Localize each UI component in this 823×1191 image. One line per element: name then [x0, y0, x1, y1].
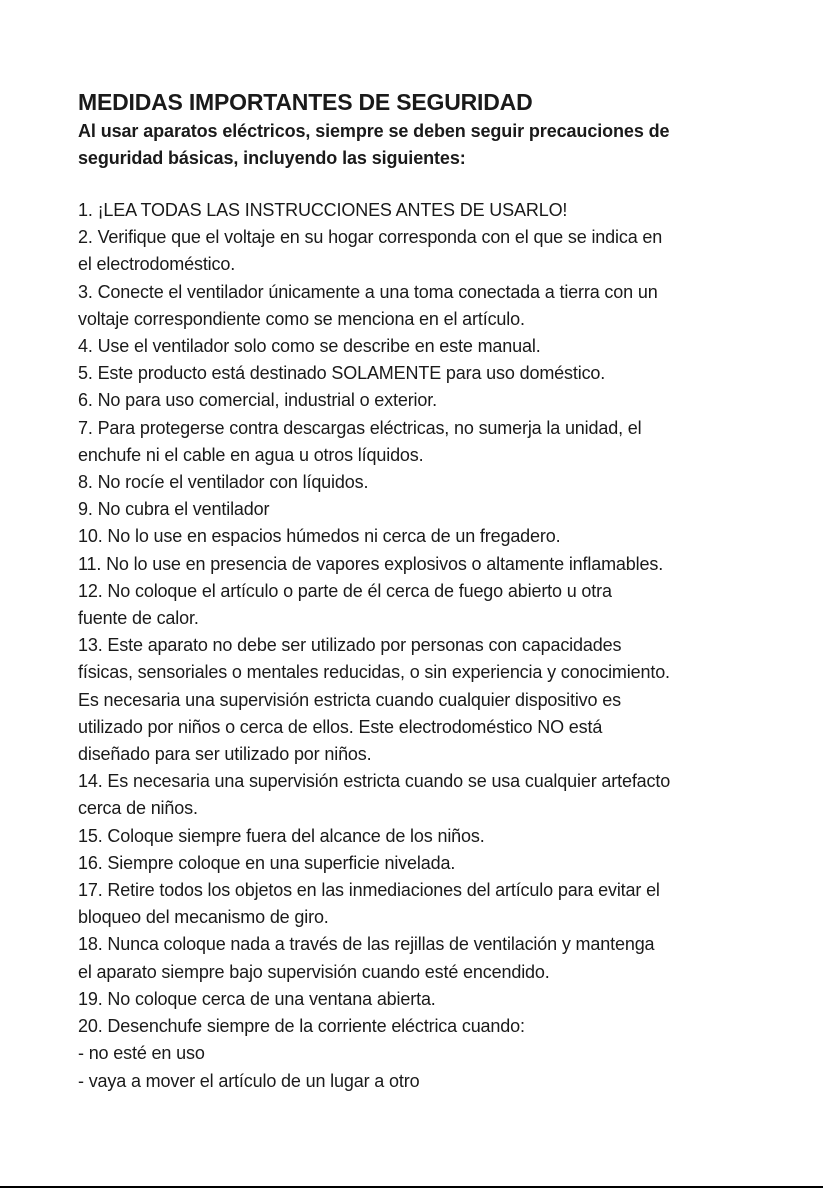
bottom-divider — [0, 1186, 823, 1188]
instruction-line: el electrodoméstico. — [78, 254, 236, 275]
instruction-line: fuente de calor. — [78, 608, 199, 629]
instruction-line: 2. Verifique que el voltaje en su hogar corresponda con el que se indica en — [78, 227, 663, 248]
instruction-line: 3. Conecte el ventilador únicamente a una toma conectada a tierra con un — [78, 281, 658, 302]
instruction-line: 16. Siempre coloque en una superficie nivelada. — [78, 852, 456, 873]
instruction-line: 20. Desenchufe siempre de la corriente eléctrica cuando: — [78, 1016, 525, 1037]
instruction-line: Es necesaria una supervisión estricta cuando cualquier dispositivo es — [78, 689, 621, 710]
instruction-line: 6. No para uso comercial, industrial o exterior. — [78, 390, 437, 411]
instruction-line: 19. No coloque cerca de una ventana abierta. — [78, 988, 436, 1009]
instruction-line: diseñado para ser utilizado por niños. — [78, 744, 372, 765]
instruction-line: - no esté en uso — [78, 1043, 205, 1064]
instruction-line: 11. No lo use en presencia de vapores explosivos o altamente inflamables. — [78, 553, 664, 574]
page-title: MEDIDAS IMPORTANTES DE SEGURIDAD — [78, 89, 533, 115]
instruction-line: cerca de niños. — [78, 798, 198, 819]
intro-line: seguridad básicas, incluyendo las siguientes: — [78, 148, 466, 168]
instruction-line: utilizado por niños o cerca de ellos. Este electrodoméstico NO está — [78, 716, 603, 737]
instruction-line: 10. No lo use en espacios húmedos ni cerca de un fregadero. — [78, 526, 561, 547]
instruction-line: bloqueo del mecanismo de giro. — [78, 907, 329, 928]
instruction-line: físicas, sensoriales o mentales reducidas, o sin experiencia y conocimiento. — [78, 662, 670, 683]
instruction-line: 7. Para protegerse contra descargas eléctricas, no sumerja la unidad, el — [78, 417, 642, 438]
instruction-line: 15. Coloque siempre fuera del alcance de los niños. — [78, 825, 485, 846]
instruction-line: 12. No coloque el artículo o parte de él cerca de fuego abierto u otra — [78, 580, 612, 601]
instruction-line: 8. No rocíe el ventilador con líquidos. — [78, 472, 369, 493]
intro-line: Al usar aparatos eléctricos, siempre se deben seguir precauciones de — [78, 121, 670, 141]
instruction-line: 17. Retire todos los objetos en las inmediaciones del artículo para evitar el — [78, 880, 660, 901]
safety-instructions-list — [78, 197, 750, 1095]
instruction-line: enchufe ni el cable en agua u otros líquidos. — [78, 444, 424, 465]
instruction-line: el aparato siempre bajo supervisión cuando esté encendido. — [78, 961, 550, 982]
instruction-line: 1. ¡LEA TODAS LAS INSTRUCCIONES ANTES DE USARLO! — [78, 200, 568, 220]
instruction-line: - vaya a mover el artículo de un lugar a otro — [78, 1070, 420, 1091]
intro-paragraph — [78, 118, 750, 172]
instruction-line: voltaje correspondiente como se menciona en el artículo. — [78, 308, 525, 329]
instruction-line: 13. Este aparato no debe ser utilizado por personas con capacidades — [78, 635, 622, 656]
instruction-line: 18. Nunca coloque nada a través de las rejillas de ventilación y mantenga — [78, 934, 655, 955]
instruction-line: 5. Este producto está destinado SOLAMENTE para uso doméstico. — [78, 363, 606, 384]
instruction-line: 4. Use el ventilador solo como se describe en este manual. — [78, 336, 541, 357]
instruction-line: 14. Es necesaria una supervisión estricta cuando se usa cualquier artefacto — [78, 771, 671, 792]
instruction-line: 9. No cubra el ventilador — [78, 499, 270, 520]
document-page — [78, 88, 750, 1095]
